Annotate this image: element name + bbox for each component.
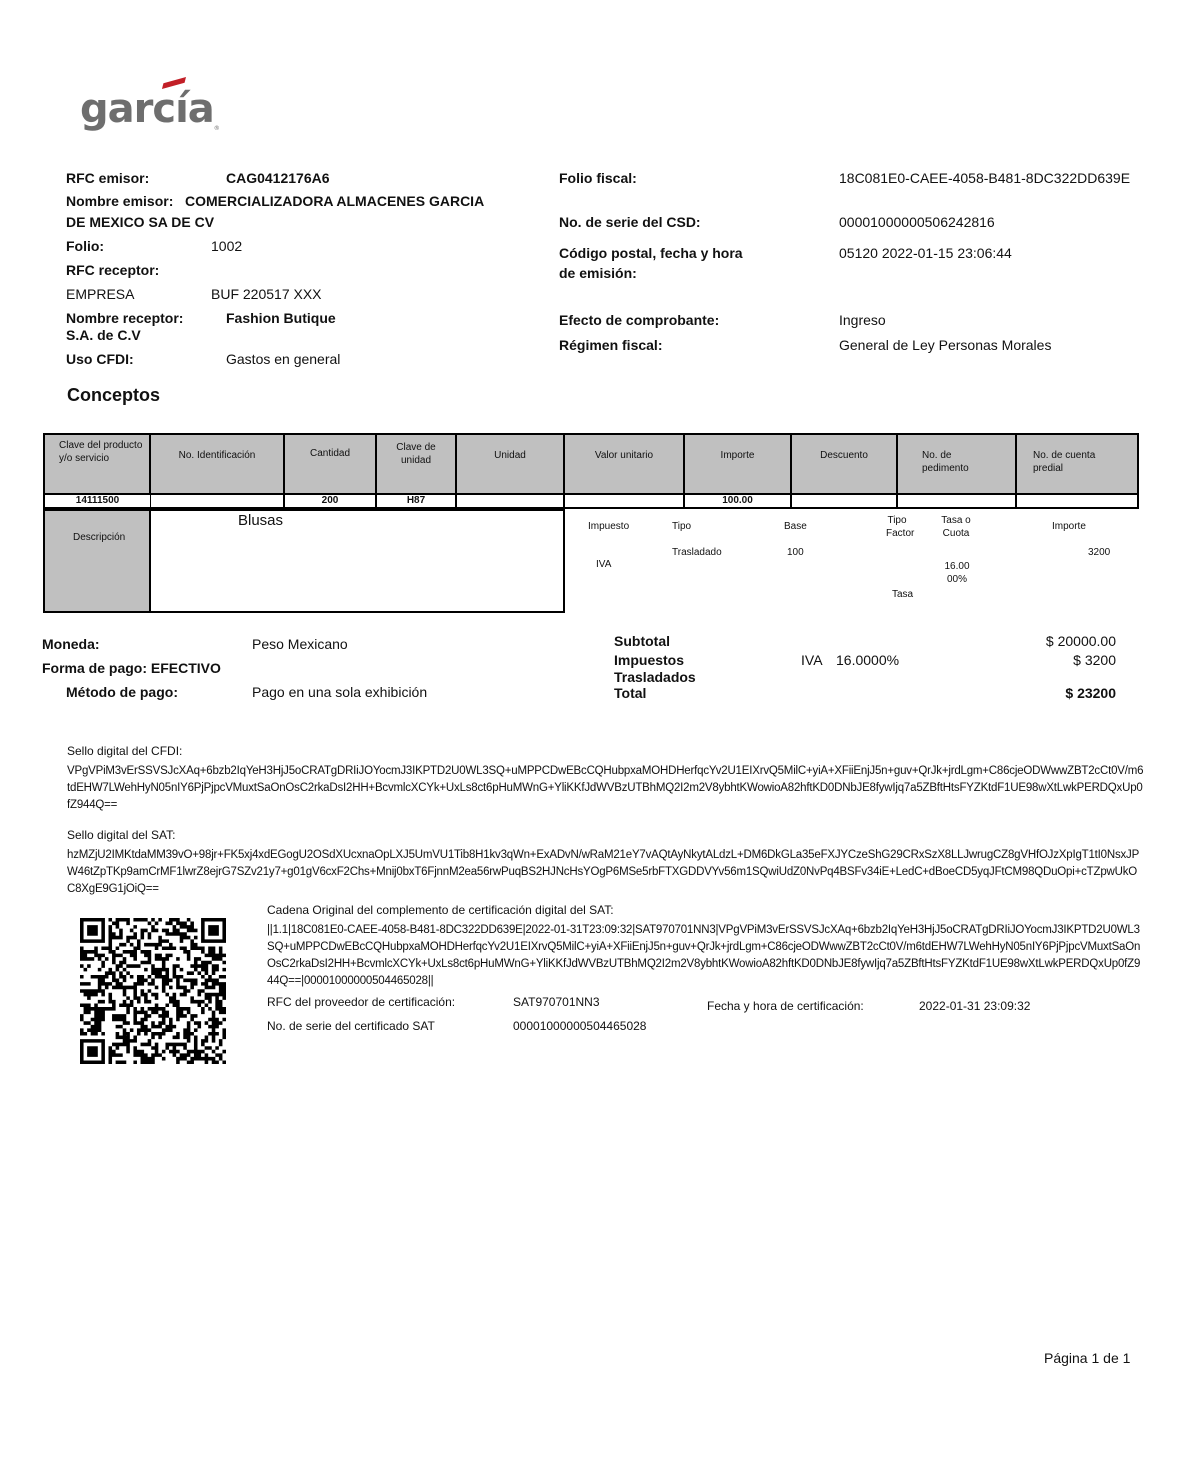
- imp-base-label: Base: [784, 521, 807, 532]
- th-valor-unitario: Valor unitario: [563, 433, 685, 495]
- imp-tipo-label: Tipo: [672, 521, 692, 532]
- serie-sat-label: No. de serie del certificado SAT: [267, 1019, 435, 1033]
- rfc-receptor-label: RFC receptor:: [66, 262, 160, 278]
- forma-pago-label: Forma de pago: EFECTIVO: [42, 660, 221, 676]
- qr-code-icon: [80, 918, 226, 1064]
- fecha-cert-value: 2022-01-31 23:09:32: [919, 999, 1031, 1013]
- moneda-label: Moneda:: [42, 636, 100, 652]
- imp-impuesto-label: Impuesto: [588, 521, 630, 532]
- cp-value: 05120 2022-01-15 23:06:44: [839, 245, 1012, 261]
- nombre-emisor-label: Nombre emisor:: [66, 193, 174, 209]
- th-descuento: Descuento: [790, 433, 898, 495]
- imp-importe-label: Importe: [1052, 521, 1086, 532]
- efecto-value: Ingreso: [839, 312, 886, 328]
- cadena-label: Cadena Original del complemento de certificación digital del SAT:: [267, 903, 614, 917]
- nombre-emisor-value-2: DE MEXICO SA DE CV: [66, 214, 215, 230]
- imp-tipo-factor-label: Tipo Factor: [886, 515, 915, 539]
- descripcion-value: Blusas: [238, 512, 284, 529]
- total-label: Total: [614, 685, 647, 701]
- nombre-receptor-suffix: S.A. de C.V: [66, 327, 141, 343]
- nombre-receptor-value: Fashion Butique: [226, 310, 336, 326]
- th-no-identificacion: No. Identificación: [149, 433, 285, 495]
- rfc-emisor-value: CAG0412176A6: [226, 170, 330, 186]
- total-value: $ 23200: [1065, 685, 1116, 701]
- sello-sat-label: Sello digital del SAT:: [67, 828, 176, 842]
- cp-label-1: Código postal, fecha y hora: [559, 245, 743, 261]
- td-clave-unidad: H87: [376, 495, 456, 509]
- serie-csd-label: No. de serie del CSD:: [559, 214, 701, 230]
- folio-label: Folio:: [66, 238, 105, 254]
- imp-tasa-label: Tasa o Cuota: [941, 515, 971, 539]
- conceptos-title: Conceptos: [67, 385, 161, 405]
- th-no-pedimento: No. de pedimento: [896, 433, 1017, 495]
- cp-label-2: de emisión:: [559, 265, 637, 281]
- rfc-proveedor-value: SAT970701NN3: [513, 995, 600, 1009]
- imp-importe-value: 3200: [1088, 547, 1111, 558]
- garcia-logo: [80, 86, 219, 132]
- td-no-identificacion: [150, 495, 284, 509]
- folio-fiscal-label: Folio fiscal:: [559, 170, 637, 186]
- regimen-value: General de Ley Personas Morales: [839, 337, 1052, 353]
- sello-sat-value: hzMZjU2IMKtdaMM39vO+98jr+FK5xj4xdEGogU2OSdXUcxnaOpLXJ5UmVU1Tib8H1kv3qWn+ExADvN/wRaM21eY7vAQtAyNkytALdzL+DM6DkGLa35eFXJYCzeShG29CRxSzX8LLJwrugCZ8gVHfOJzXpIgT1tI0NsxJPW46tZpTKp9amCrMF1lwrZ8ejrG7SZv21y7+g01gV6cxF2Chs+Mnij0bxT6FjnnM2ea56rwPuqBS2HJNcHsYOgP6MSe5rbFTXGDDVYv56m1SQwiUdZ0NvPq4BSFv34iE+LedC+dBoeCD5yqJFtCM98QDuOpi+cTZpwUkOC8XgE9G1jOiQ==: [67, 849, 1140, 895]
- logo-text: garcía: [80, 86, 214, 132]
- serie-sat-value: 00001000000504465028: [513, 1019, 647, 1033]
- sello-cfdi-value: VPgVPiM3vErSSVSJcXAq+6bzb2IqYeH3HjJ5oCRATgDRIiJOYocmJ3IKPTD2U0WL3SQ+uMPPCDwEBcCQHubpxaMOHDHerfqcYv2U1EIXrvQ5MilC+yiA+XFiiEnjJ5n+guv+QrJk+jrdLgm+C86cjeODWwwZBT2cCt0V/m6tdEHW7LWehHyN05nIY6PjPjpcVMuxtSaOnOsC2rkaDsI2HH+BcvmlcXCYk+UxLs8ct6pHuMWnG+YliKKfJdWVBzUTBhMQ2I2m2V8ybhtKWowioA82hftKD0DNbJE8fywIjq7a5ZBftHtsFYZKtdF1UE98wXtLwkPERDQxUp0fZ944Q==: [67, 765, 1144, 811]
- subtotal-label: Subtotal: [614, 633, 670, 649]
- efecto-label: Efecto de comprobante:: [559, 312, 720, 328]
- metodo-pago-value: Pago en una sola exhibición: [252, 684, 428, 700]
- descripcion-box: [149, 509, 565, 613]
- th-clave-unidad: Clave de unidad: [375, 433, 457, 495]
- serie-csd-value: 00001000000506242816: [839, 214, 995, 230]
- impuestos-label-2: Trasladados: [614, 669, 696, 685]
- page-number: Página 1 de 1: [1044, 1350, 1131, 1366]
- iva-label: IVA: [801, 652, 823, 668]
- th-importe: Importe: [683, 433, 792, 495]
- impuestos-value: $ 3200: [1073, 652, 1116, 668]
- uso-cfdi-value: Gastos en general: [226, 351, 341, 367]
- td-descuento: [791, 495, 897, 509]
- logo-tm: ®: [213, 125, 219, 132]
- folio-fiscal-value: 18C081E0-CAEE-4058-B481-8DC322DD639E: [839, 170, 1131, 186]
- nombre-emisor-value-1: COMERCIALIZADORA ALMACENES GARCIA: [185, 193, 485, 209]
- metodo-pago-label: Método de pago:: [66, 684, 178, 700]
- rfc-emisor-label: RFC emisor:: [66, 170, 150, 186]
- th-no-cuenta-predial: No. de cuenta predial: [1015, 433, 1139, 495]
- td-no-cuenta-predial: [1016, 495, 1139, 509]
- regimen-label: Régimen fiscal:: [559, 337, 663, 353]
- th-unidad: Unidad: [455, 433, 565, 495]
- imp-tipo-value: Trasladado: [672, 547, 722, 558]
- imp-tipo-factor-value: Tasa: [892, 589, 914, 600]
- imp-base-value: 100: [787, 547, 804, 558]
- folio-value: 1002: [211, 238, 243, 254]
- imp-impuesto-value: IVA: [596, 559, 612, 570]
- td-clave-producto: 14111500: [43, 495, 151, 509]
- uso-cfdi-label: Uso CFDI:: [66, 351, 134, 367]
- nombre-receptor-label: Nombre receptor:: [66, 310, 184, 326]
- impuestos-label-1: Impuestos: [614, 652, 685, 668]
- rfc-receptor-value-a: EMPRESA: [66, 286, 135, 302]
- th-cantidad: Cantidad: [283, 433, 377, 495]
- td-importe: 100.00: [684, 495, 791, 509]
- sello-cfdi-label: Sello digital del CFDI:: [67, 744, 183, 758]
- iva-rate: 16.0000%: [836, 652, 900, 668]
- fecha-cert-label: Fecha y hora de certificación:: [707, 999, 864, 1013]
- descripcion-label: Descripción: [43, 509, 151, 613]
- td-cantidad: 200: [284, 495, 376, 509]
- td-no-pedimento: [897, 495, 1016, 509]
- td-valor-unitario: [564, 495, 684, 509]
- cadena-value: ||1.1|18C081E0-CAEE-4058-B481-8DC322DD639E|2022-01-31T23:09:32|SAT970701NN3|VPgVPiM3vErSSVSJcXAq+6bzb2IqYeH3HjJ5oCRATgDRIiJOYocmJ3IKPTD2U0WL3SQ+uMPPCDwEBcCQHubpxaMOHDHerfqcYv2U1EIXrvQ5MilC+yiA+XFiiEnjJ5n+guv+QrJk+jrdLgm+C86cjeODWwwZBT2cCt0V/m6tdEHW7LWehHyN05nIY6PjPjpcVMuxtSaOnOsC2rkaDsI2HH+BcvmlcXCYk+UxLs8ct6pHuMWnG+YliKKfJdWVBzUTBhMQ2I2m2V8ybhtKWowioA82hftKD0DNbJE8fywIjq7a5ZBftHtsFYZKtdF1UE98wXtLwkPERDQxUp0fZ944Q==|00001000000504465028||: [267, 924, 1141, 987]
- imp-tasa-value: 16.00 00%: [944, 561, 970, 585]
- th-clave-producto: Clave del producto y/o servicio: [43, 433, 151, 495]
- td-unidad: [456, 495, 564, 509]
- rfc-receptor-value-b: BUF 220517 XXX: [211, 286, 322, 302]
- moneda-value: Peso Mexicano: [252, 636, 348, 652]
- subtotal-value: $ 20000.00: [1045, 633, 1116, 649]
- rfc-proveedor-label: RFC del proveedor de certificación:: [267, 995, 456, 1009]
